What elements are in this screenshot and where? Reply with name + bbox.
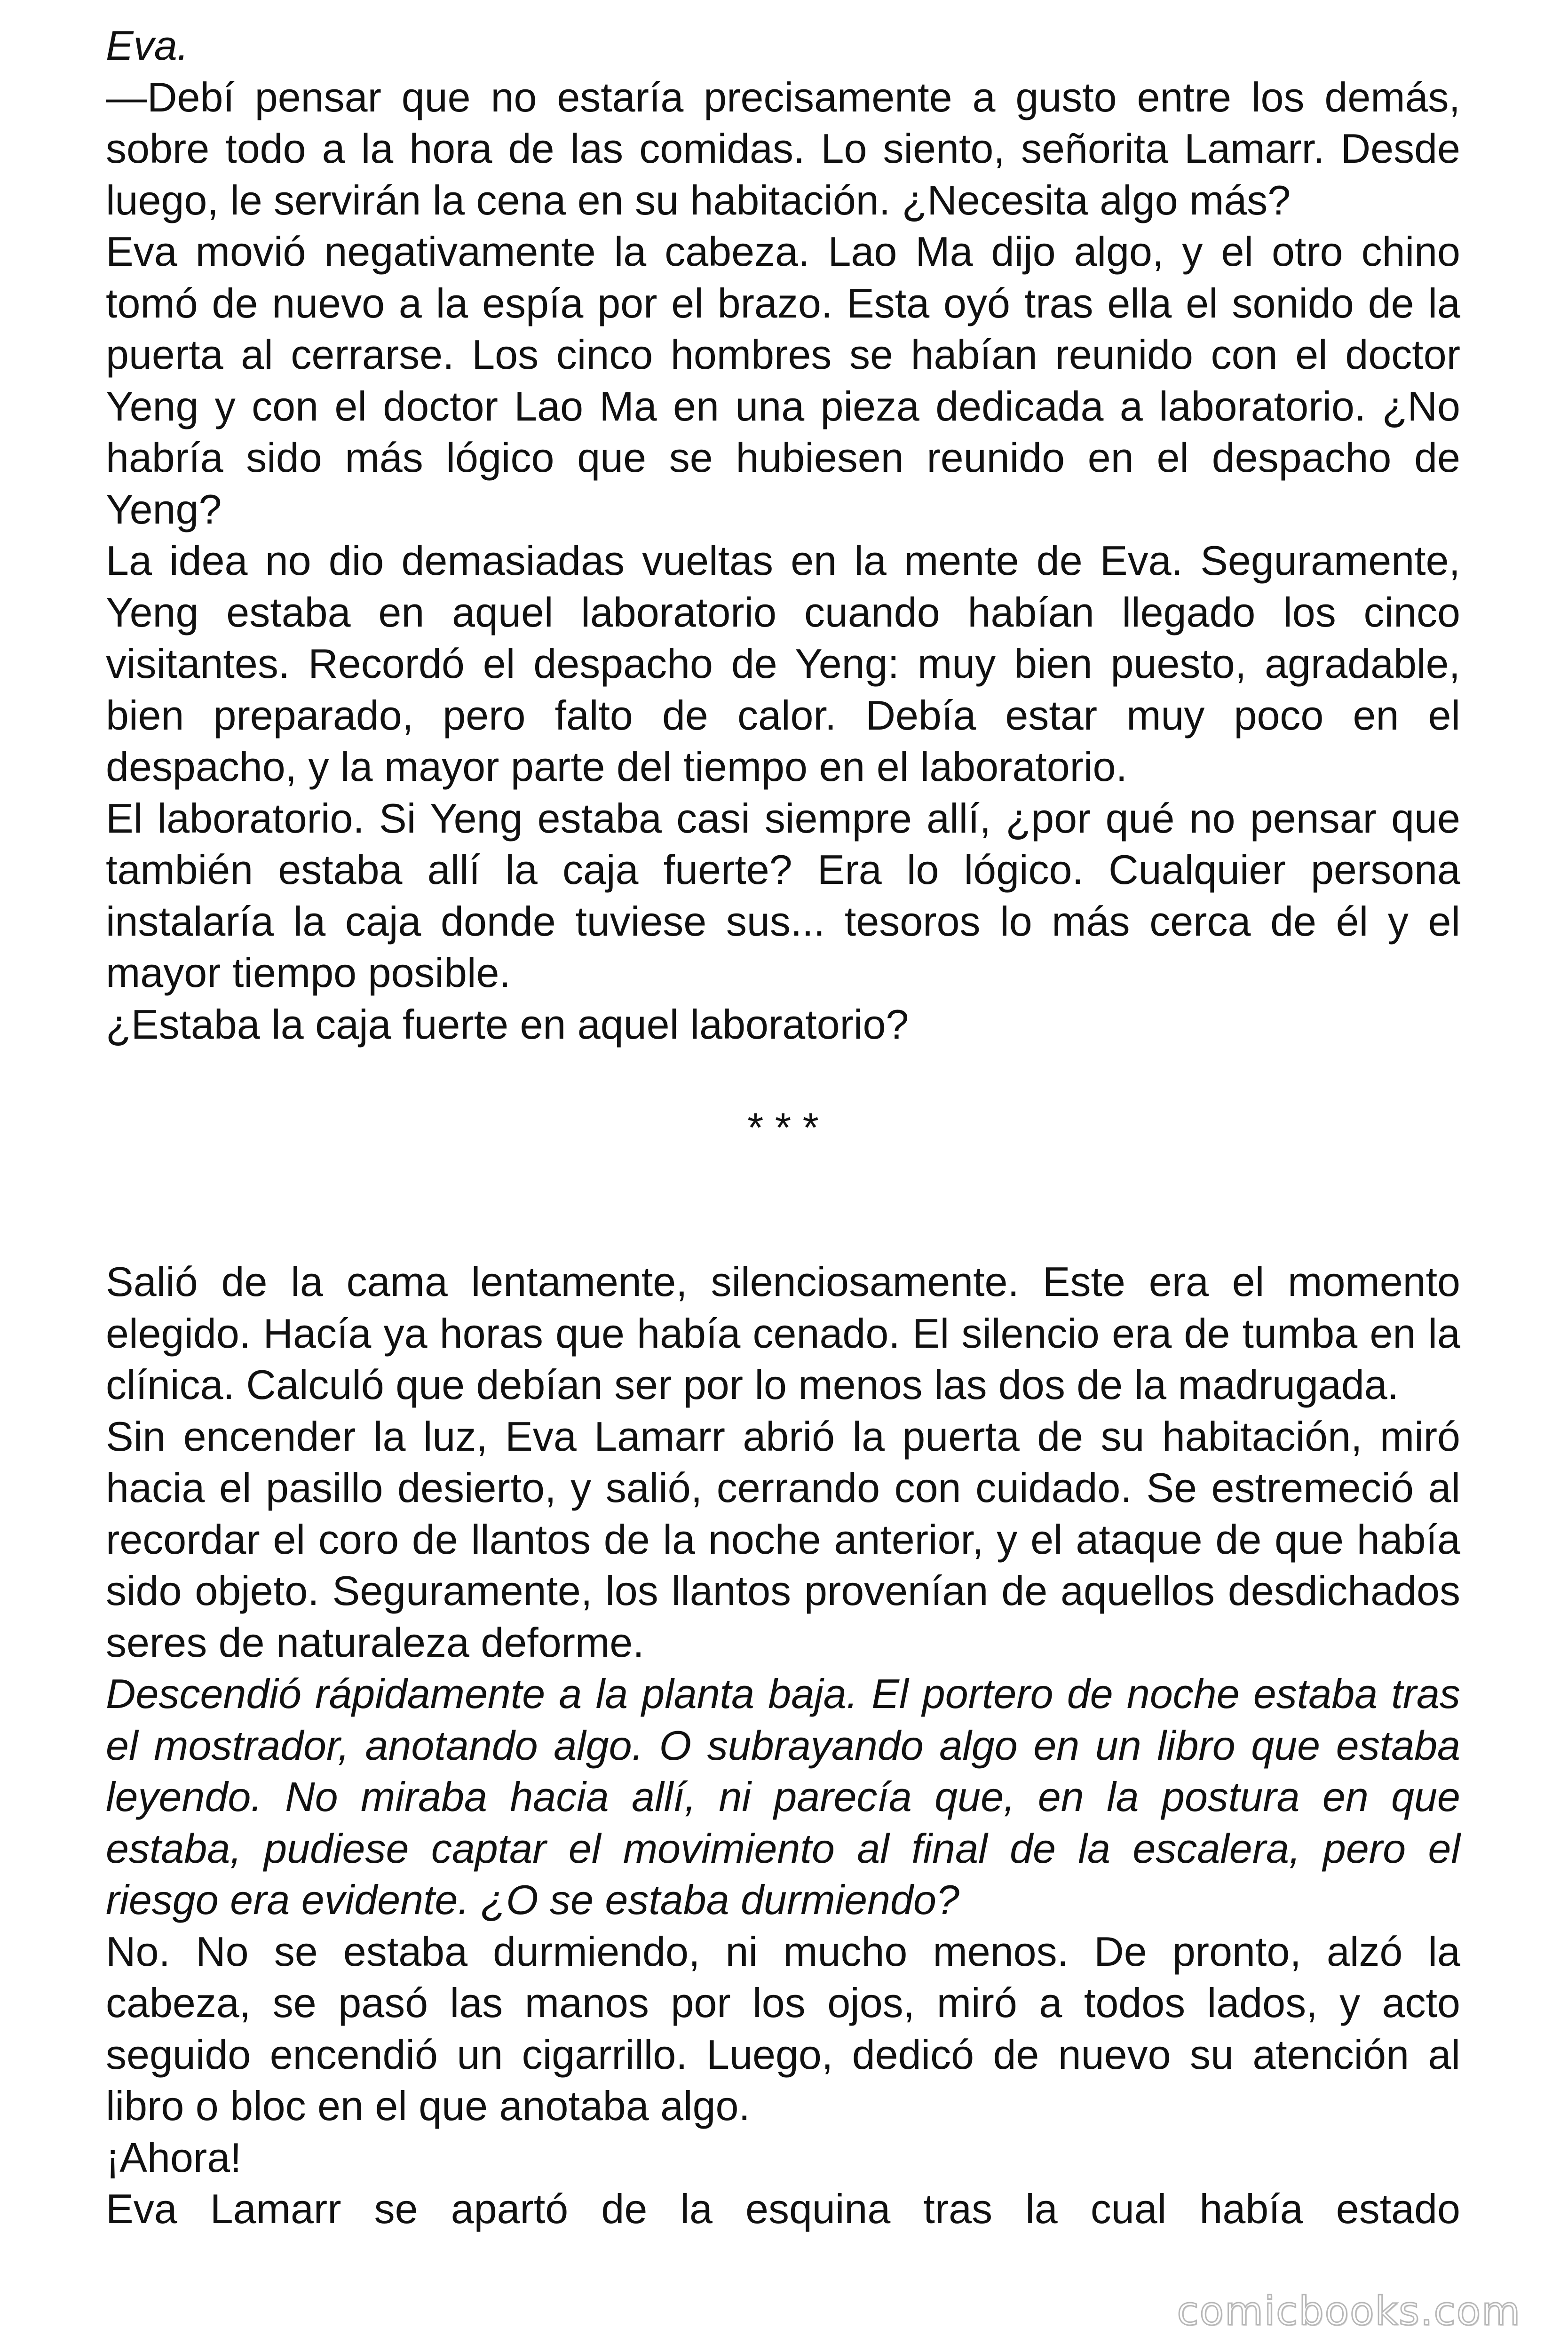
paragraph-2: —Debí pensar que no estaría precisamente a gusto entre los demás, sobre todo a la hora de las comidas. Lo siento, señorita Lamarr. Desde luego, le servirán la cena en su habitación. ¿Necesita algo más?: [106, 73, 1460, 223]
book-page: [106, 20, 1460, 2235]
paragraph-12-continued: Eva Lamarr se apartó de la esquina tras la cual había estado: [106, 2185, 1460, 2232]
paragraph-8: Sin encender la luz, Eva Lamarr abrió la puerta de su habitación, miró hacia el pasillo desierto, y salió, cerrando con cuidado. Se estremeció al recordar el coro de llantos de la noche anterior, y el ataque de que había sido objeto. Seguramente, los llantos provenían de aquellos desdichados seres de naturaleza deforme.: [106, 1413, 1460, 1666]
watermark: comicbooks.com: [1177, 2288, 1521, 2334]
scene-separator: * * *: [747, 1104, 819, 1151]
paragraph-10: No. No se estaba durmiendo, ni mucho menos. De pronto, alzó la cabeza, se pasó las manos por los ojos, miró a todos lados, y acto seguido encendió un cigarrillo. Luego, dedicó de nuevo su atención al libro o bloc en el que anotaba algo.: [106, 1928, 1460, 2129]
paragraph-4: La idea no dio demasiadas vueltas en la mente de Eva. Seguramente, Yeng estaba en aquel laboratorio cuando habían llegado los cinco visitantes. Recordó el despacho de Yeng: muy bien puesto, agradable, bien preparado, pero falto de calor. Debía estar muy poco en el despacho, y la mayor parte del tiempo en el laboratorio.: [106, 537, 1460, 790]
paragraph-9: Descendió rápidamente a la planta baja. El portero de noche estaba tras el mostrador, anotando algo. O subrayando algo en un libro que estaba leyendo. No miraba hacia allí, ni parecía que, en la postura en que estaba, pudiese captar el movimiento al final de la escalera, pero el riesgo era evidente. ¿O se estaba durmiendo?: [106, 1670, 1460, 1923]
paragraph-5: El laboratorio. Si Yeng estaba casi siempre allí, ¿por qué no pensar que también estaba allí la caja fuerte? Era lo lógico. Cualquier persona instalaría la caja donde tuviese sus... tesoros lo más cerca de él y el mayor tiempo posible.: [106, 795, 1460, 996]
text-block-top: [106, 20, 1460, 1050]
paragraph-3: Eva movió negativamente la cabeza. Lao Ma dijo algo, y el otro chino tomó de nuevo a la espía por el brazo. Esta oyó tras ella el sonido de la puerta al cerrarse. Los cinco hombres se habían reunido con el doctor Yeng y con el doctor Lao Ma en una pieza dedicada a laboratorio. ¿No habría sido más lógico que se hubiesen reunido en el despacho de Yeng?: [106, 228, 1460, 532]
paragraph-6: ¿Estaba la caja fuerte en aquel laboratorio?: [106, 1001, 909, 1048]
text-block-bottom: [106, 1256, 1460, 2235]
paragraph-7: Salió de la cama lentamente, silenciosamente. Este era el momento elegido. Hacía ya horas que había cenado. El silencio era de tumba en la clínica. Calculó que debían ser por lo menos las dos de la madrugada.: [106, 1258, 1460, 1408]
paragraph-1: Eva.: [106, 22, 189, 69]
paragraph-11: ¡Ahora!: [106, 2134, 242, 2181]
